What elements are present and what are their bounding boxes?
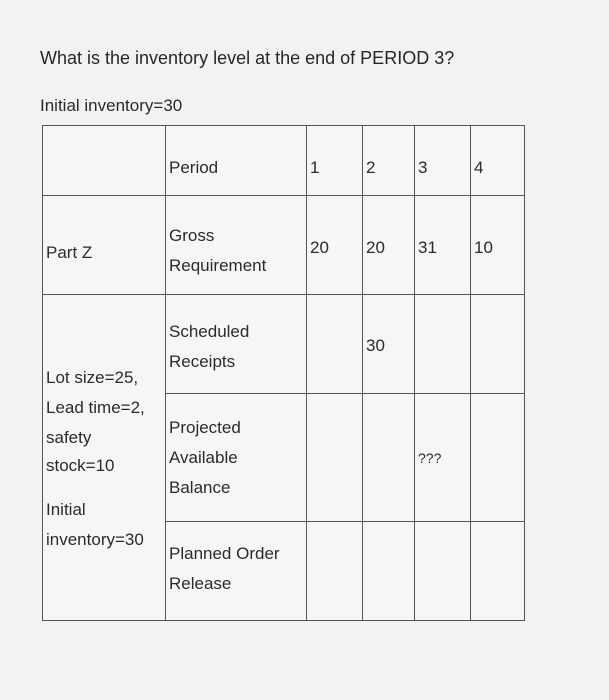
question-text: What is the inventory level at the end of PERIOD 3? <box>40 48 455 68</box>
gross-requirement-label-line2: Requirement <box>169 256 267 275</box>
period-2: 2 <box>366 158 376 177</box>
scheduled-receipts-label-line1: Scheduled <box>169 322 250 341</box>
mrp-table <box>42 125 525 621</box>
projected-available-balance-3: ??? <box>418 450 442 466</box>
table-border-top <box>42 125 525 126</box>
column-divider <box>362 125 363 621</box>
period-4: 4 <box>474 158 484 177</box>
gross-requirement-1: 20 <box>310 238 329 257</box>
row-divider <box>165 521 525 522</box>
projected-available-balance-label-line1: Projected <box>169 418 241 437</box>
planned-order-release-label-line1: Planned Order <box>169 544 280 563</box>
table-border-right <box>524 125 525 621</box>
table-border-bottom <box>42 620 525 621</box>
column-divider <box>470 125 471 621</box>
projected-available-balance-label-line2: Available <box>169 448 238 467</box>
initial-inventory-text: Initial inventory=30 <box>40 96 183 115</box>
scheduled-receipt-2: 30 <box>366 336 385 355</box>
part-info-lead-time: Lead time=2, <box>46 398 145 417</box>
gross-requirement-3: 31 <box>418 238 437 257</box>
column-divider <box>414 125 415 621</box>
row-divider <box>165 393 525 394</box>
part-info-safety: safety <box>46 428 92 447</box>
scheduled-receipts-label-line2: Receipts <box>169 352 236 371</box>
part-info-initial: Initial <box>46 500 86 519</box>
part-info-stock: stock=10 <box>46 456 115 475</box>
gross-requirement-label-line1: Gross <box>169 226 215 245</box>
period-header: Period <box>169 158 219 177</box>
part-info-lot-size: Lot size=25, <box>46 368 139 387</box>
projected-available-balance-label-line3: Balance <box>169 478 231 497</box>
period-1: 1 <box>310 158 320 177</box>
part-label: Part Z <box>46 243 93 262</box>
row-divider <box>42 294 525 295</box>
column-divider <box>165 125 166 621</box>
gross-requirement-4: 10 <box>474 238 493 257</box>
period-3: 3 <box>418 158 428 177</box>
column-divider <box>306 125 307 621</box>
planned-order-release-label-line2: Release <box>169 574 232 593</box>
row-divider <box>42 195 525 196</box>
gross-requirement-2: 20 <box>366 238 385 257</box>
part-info-inventory: inventory=30 <box>46 530 144 549</box>
table-border-left <box>42 125 43 621</box>
